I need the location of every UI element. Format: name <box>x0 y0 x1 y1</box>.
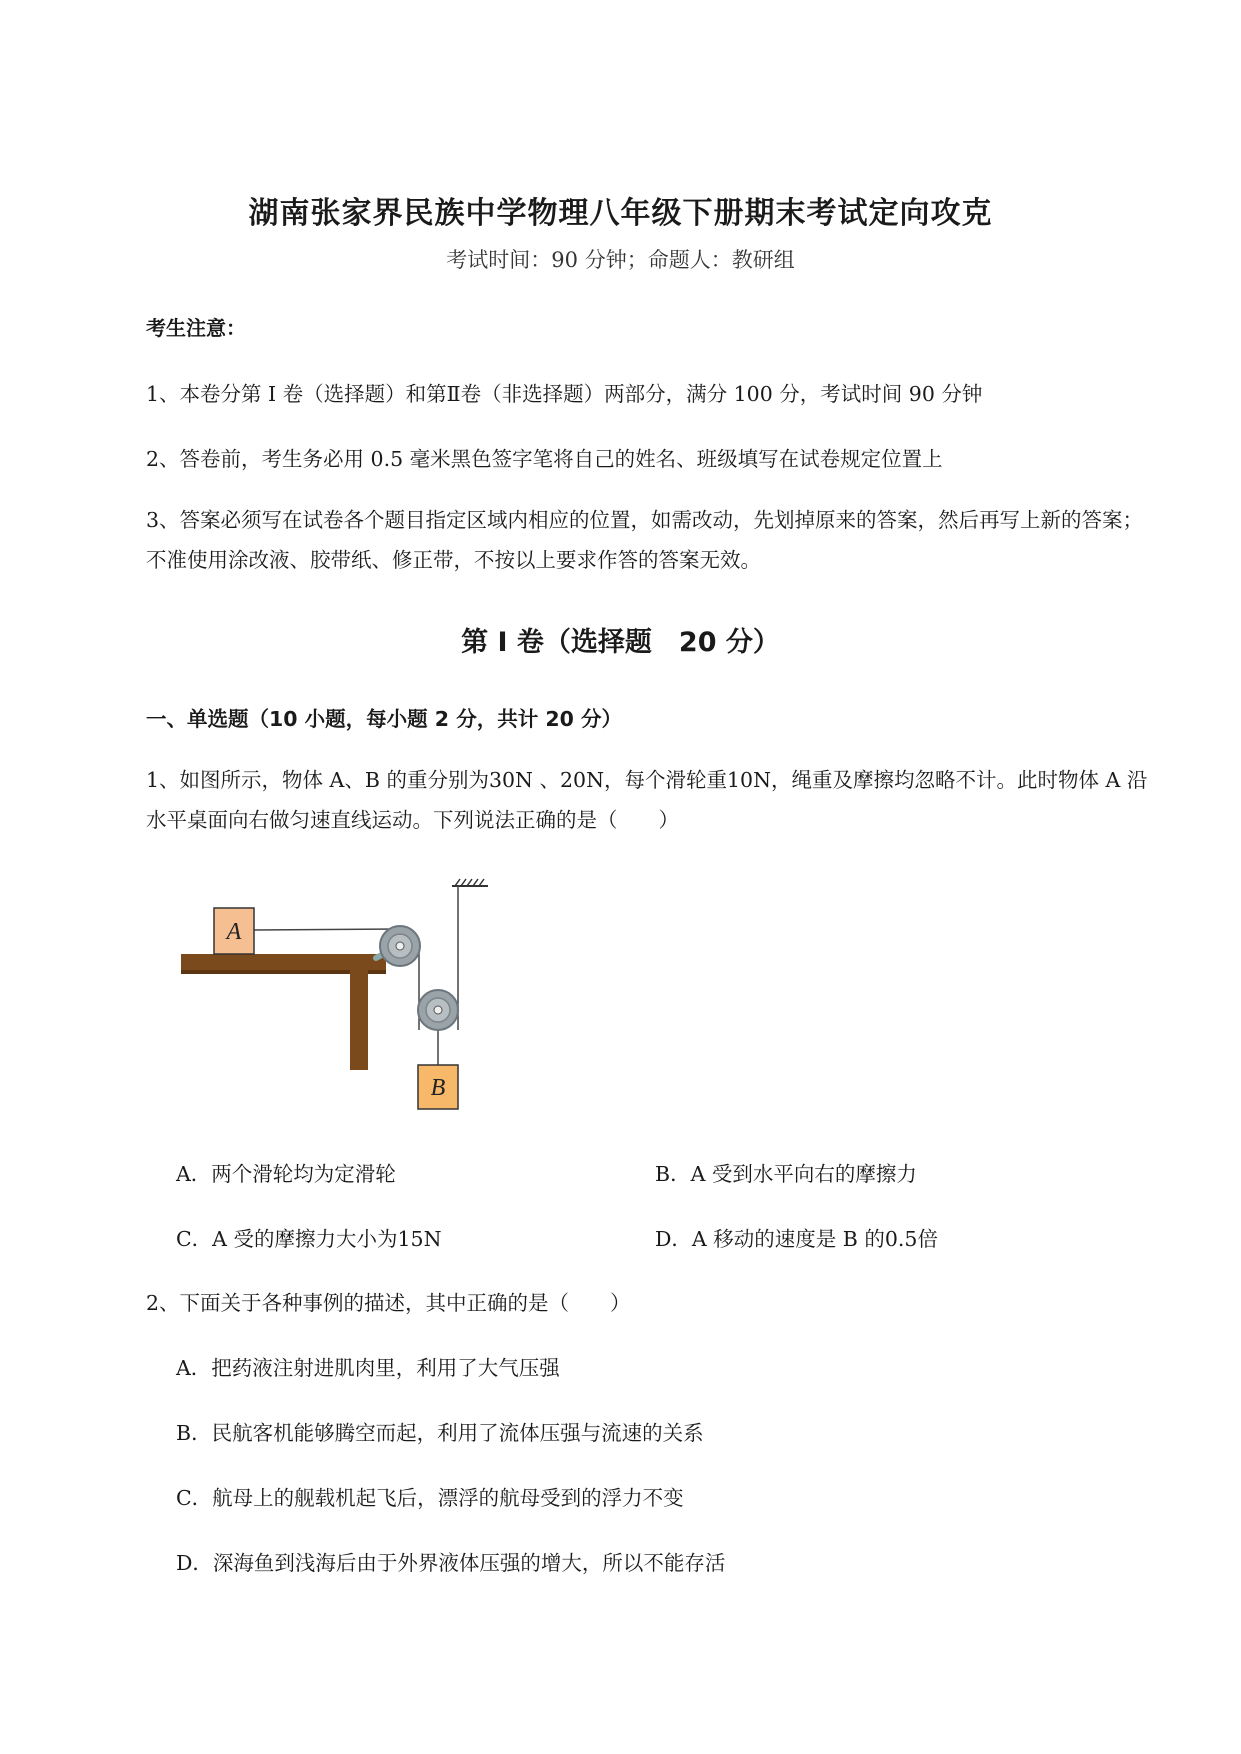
ceiling-mount <box>452 879 488 886</box>
notice-item-3: 3、答案必须写在试卷各个题目指定区域内相应的位置，如需改动，先划掉原来的答案，然后再写上新的答案；不准使用涂改液、胶带纸、修正带，不按以上要求作答的答案无效。 <box>146 508 1144 572</box>
table-leg <box>350 970 368 1070</box>
exam-title: 湖南张家界民族中学物理八年级下册期末考试定向攻克 <box>248 196 993 231</box>
exam-subtitle: 考试时间：90 分钟；命题人：教研组 <box>446 248 795 272</box>
notice-heading: 考生注意： <box>146 316 246 340</box>
question-2-option-d: D．深海鱼到浅海后由于外界液体压强的增大，所以不能存活 <box>176 1551 726 1575</box>
question-1-option-c: C．A 受的摩擦力大小为15N <box>176 1227 442 1251</box>
block-b-label: B <box>430 1075 446 1101</box>
part-heading: 一、单选题（10 小题，每小题 2 分，共计 20 分） <box>146 707 623 731</box>
question-2-option-c: C．航母上的舰载机起飞后，漂浮的航母受到的浮力不变 <box>176 1486 684 1510</box>
question-2-option-a: A．把药液注射进肌肉里，利用了大气压强 <box>176 1356 560 1380</box>
block-a-label: A <box>226 919 242 945</box>
pulley-diagram-svg <box>176 870 496 1120</box>
table-top <box>181 954 386 970</box>
pulley-diagram <box>176 870 496 1120</box>
section-heading: 第 I 卷（选择题 20 分） <box>461 627 780 658</box>
rope-a <box>254 929 400 930</box>
question-1-option-d: D．A 移动的速度是 B 的0.5倍 <box>655 1227 938 1251</box>
notice-item-1: 1、本卷分第 I 卷（选择题）和第Ⅱ卷（非选择题）两部分，满分 100 分，考试时间 90 分钟 <box>146 382 983 406</box>
movable-pulley <box>418 990 458 1030</box>
question-2-stem: 2、下面关于各种事例的描述，其中正确的是（ ） <box>146 1291 631 1315</box>
question-1-option-a: A．两个滑轮均为定滑轮 <box>176 1162 396 1186</box>
question-2-option-b: B．民航客机能够腾空而起，利用了流体压强与流速的关系 <box>176 1421 704 1445</box>
question-1-stem: 1、如图所示，物体 A、B 的重分别为30N 、20N，每个滑轮重10N，绳重及摩擦均忽略不计。此时物体 A 沿水平桌面向右做匀速直线运动。下列说法正确的是（ ） <box>146 768 1148 832</box>
question-1-option-b: B．A 受到水平向右的摩擦力 <box>655 1162 917 1186</box>
notice-item-2: 2、答卷前，考生务必用 0.5 毫米黑色签字笔将自己的姓名、班级填写在试卷规定位置上 <box>146 447 943 471</box>
